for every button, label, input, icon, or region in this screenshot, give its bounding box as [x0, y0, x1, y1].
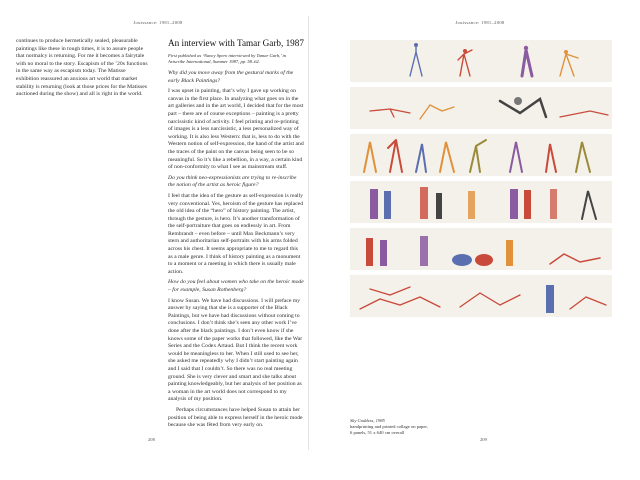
running-head-left: Jouissance: 1981–2008 — [133, 20, 183, 25]
interview-question: Do you think neo-expressionists are trying to re-inscribe the notion of the artist as heroic figure? — [168, 174, 297, 189]
figure-group — [350, 181, 612, 223]
figure-group — [350, 134, 612, 176]
figure-group — [350, 40, 612, 82]
artwork-panel-3 — [350, 134, 612, 176]
page-number-right: 209 — [480, 437, 487, 442]
interview-question: Why did you move away from the gestural marks of the early Black Paintings? — [168, 70, 294, 84]
artwork-panel-2 — [350, 87, 612, 129]
article-title: An interview with Tamar Garb, 1987 — [168, 38, 304, 48]
figure-group — [350, 275, 612, 317]
artwork-panel-4 — [350, 181, 612, 223]
interview-column — [168, 38, 304, 433]
figure-group — [350, 87, 612, 129]
article-source: First published as ‘Nancy Spero interviewed by Tamar Garb,’ in Artscribe International, Summer 1987, pp. 58–62. — [168, 53, 287, 64]
artwork-panel-6 — [350, 275, 612, 317]
caption-dimensions: 6 panels, 51 x 640 cm overall — [350, 430, 405, 435]
artwork-caption — [350, 418, 510, 436]
figure-group — [350, 228, 612, 270]
page-number-left: 208 — [148, 437, 155, 442]
interview-answer: I was upset in painting, that’s why I gave up working on canvas in the first place. In analyzing what goes on in the art galleries and in the art world, I decided that for the most part – there are of course exceptions – painting is a pretty narcissistic kind of activity. I feel printing and re-printing of images is a less narcissistic, a less personalized way of working. It is also less Western: that is, less to do with the Western notion of self-expression, the hand of the artist and the traces of the paint on the canvas being seen to be so meaningful. So it’s like a rebellion, in a way, a certain kind of non-conformity to what I see as mainstream stuff. — [168, 88, 304, 171]
interview-answer: I feel that the idea of the gesture as self-expression is really very conventional. Yes, heroism of the gesture has replaced the old idea of the “hero” of history painting. The artist, through the gesture, is hero. It’s another transformation of the self-portraiture that goes on endlessly in art. From Rembrandt – even before – until Max Beckmann’s very stern and authoritarian self-portraits with his arms folded across his chest. It seems appropriate to me to regard this as a male genre. I think of history painting as a monument to a moment or a meeting in which there is usually male action. — [168, 192, 304, 275]
right-page — [330, 16, 630, 450]
interview-answer: I know Susan. We have had discussions. I will preface my answer by saying that she is a supporter of the Black Paintings, but we have had discussions without coming to conclusions. I don’t think she’s seen any other work I’ve done after the black paintings. I don’t even know if she knows some of the paper works that followed, like the War Series and the Codex Artaud. But I think the recent work would be meaningless to her. When I still used to see her, she asked me repeatedly why I didn’t start painting again and I said that I couldn’t. So there was no real meeting ground. She is very clever and smart and she talks about painting knowledgeably, but her analysis of her position as a woman in the art world does not correspond to my analysis of my position. — [168, 297, 303, 403]
caption-title: Sky Goddess, 1985 — [350, 418, 385, 423]
interview-question: How do you feel about women who take on the heroic mode – for example, Susan Rothenberg? — [168, 279, 304, 294]
artwork-panel-5 — [350, 228, 612, 270]
left-column-1 — [16, 38, 148, 102]
caption-medium: handprinting and printed collage on paper, — [350, 424, 428, 429]
interview-answer: Perhaps circumstances have helped Susan to attain her position of being able to express herself in the heroic mode because she was fêted from very early on. — [168, 406, 303, 429]
running-head-right: Jouissance: 1981–2008 — [455, 20, 505, 25]
artwork-panel-1 — [350, 40, 612, 82]
left-page — [8, 16, 309, 450]
paragraph: continues to produce hermetically sealed, pleasurable paintings like these in tough times, it is to assure people that normalcy is returning. For me it becomes a fairytale with no moral to the story. Escapism of the ’20s functions in the same way as escapism today. The Matisse exhibition reassured an anxious art world that market stability is returning (look at those prices for the Matisses auctioned during the show) and all is right in the world. — [16, 38, 148, 98]
